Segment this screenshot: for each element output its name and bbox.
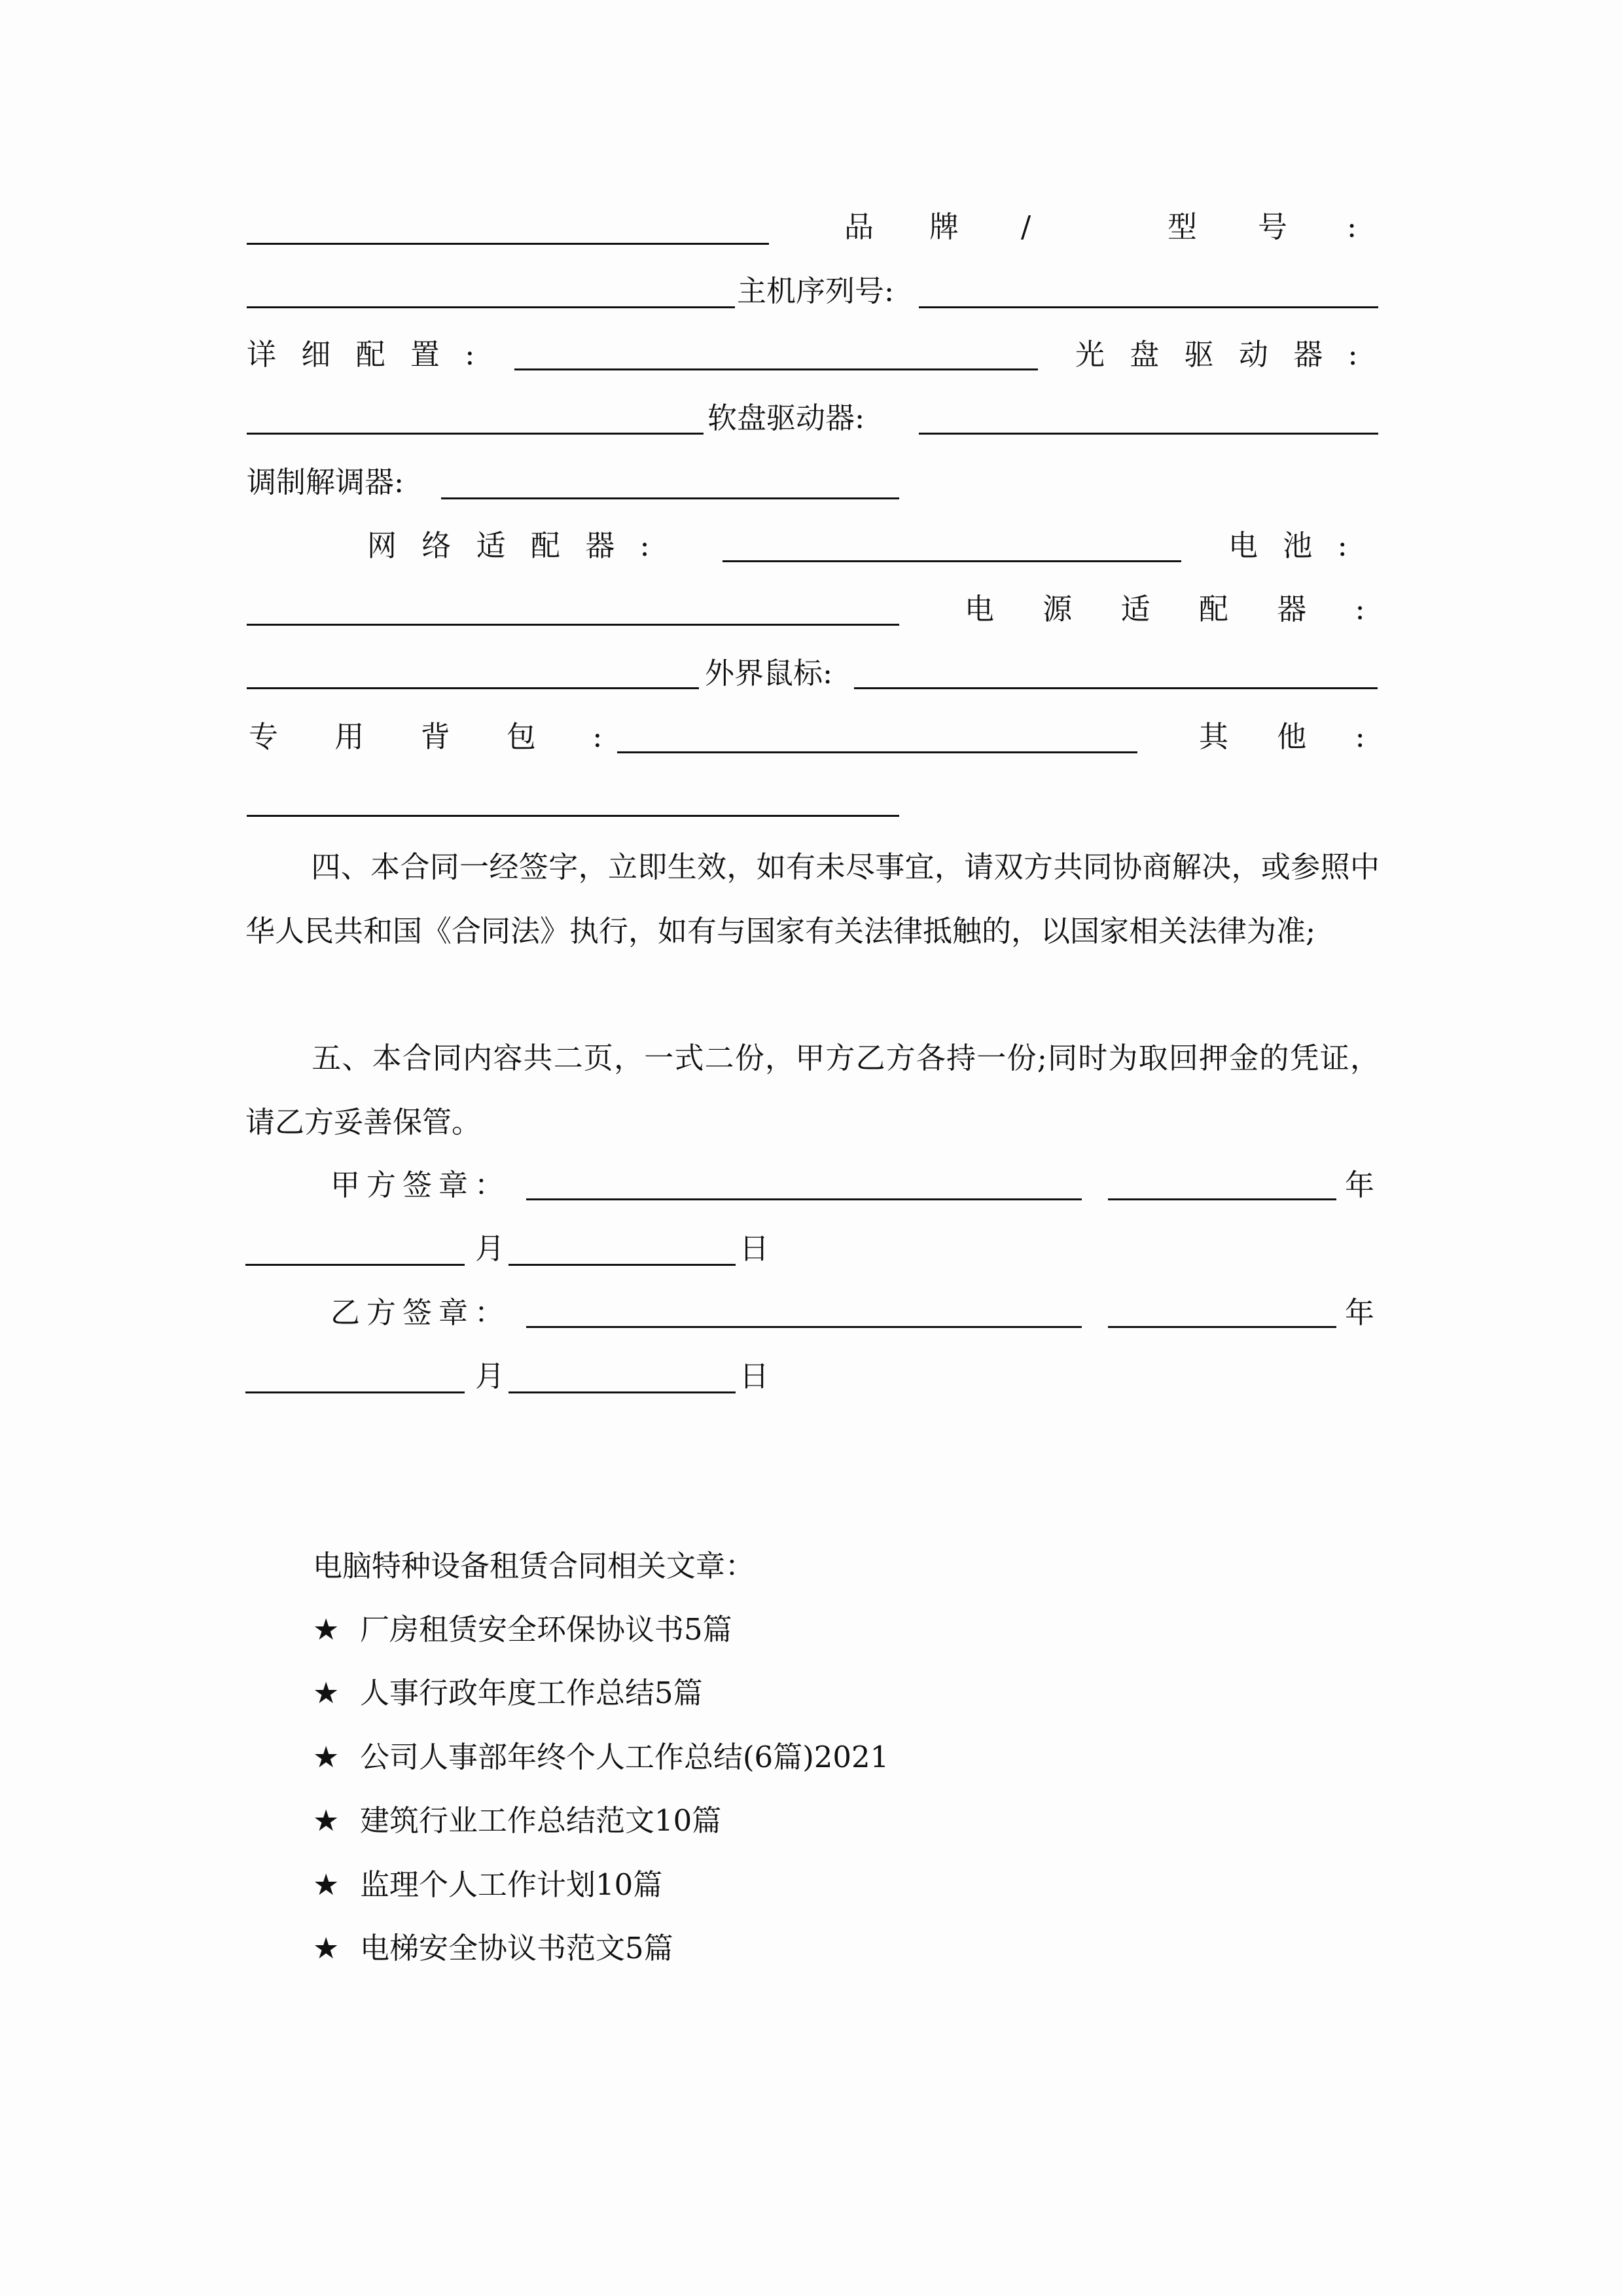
related-item-link[interactable]: 电梯安全协议书范文5篇	[360, 1931, 673, 1965]
party-a-signature-label: 甲方签章：	[330, 1168, 511, 1202]
floppy-drive-label: 软盘驱动器:	[707, 401, 865, 435]
optical-drive-field[interactable]	[247, 433, 704, 435]
optical-drive-label: 光 盘 驱 动 器 :	[1075, 337, 1366, 372]
party-b-month-field[interactable]	[245, 1391, 465, 1393]
star-icon: ★	[313, 1612, 340, 1647]
star-icon: ★	[313, 1803, 340, 1838]
star-icon: ★	[313, 1867, 340, 1902]
party-a-year-label: 年	[1345, 1168, 1375, 1202]
other-label: 其 他 :	[1199, 719, 1385, 754]
backpack-label: 专 用 背 包 :	[249, 719, 626, 754]
clause-5	[245, 1026, 1380, 1154]
serial-field[interactable]	[919, 306, 1378, 308]
related-item[interactable]	[313, 1804, 721, 1837]
related-item[interactable]	[313, 1869, 662, 1901]
clause-4	[245, 835, 1380, 963]
party-b-day-label: 日	[740, 1359, 770, 1393]
model-char: 型	[1168, 209, 1198, 244]
party-b-year-label: 年	[1345, 1295, 1375, 1330]
related-item-link[interactable]: 厂房租赁安全环保协议书5篇	[360, 1612, 732, 1647]
detail-config-field[interactable]	[514, 368, 1038, 370]
party-b-year-field[interactable]	[1108, 1326, 1336, 1328]
model-colon: :	[1347, 209, 1357, 244]
detail-config-label: 详 细 配 置 :	[247, 337, 483, 372]
related-item-link[interactable]: 监理个人工作计划10篇	[360, 1867, 663, 1902]
related-item-link[interactable]: 人事行政年度工作总结5篇	[360, 1676, 703, 1710]
star-icon: ★	[313, 1931, 340, 1965]
party-a-day-label: 日	[740, 1231, 770, 1266]
network-adapter-field[interactable]	[722, 560, 1181, 562]
related-item-link[interactable]: 公司人事部年终个人工作总结(6篇)2021	[360, 1740, 889, 1774]
network-adapter-label: 网 络 适 配 器 :	[367, 528, 658, 563]
clause-4-text: 四、本合同一经签字，立即生效，如有未尽事宜，请双方共同协商解决，或参照中华人民共和国《合同法》执行，如有与国家有关法律抵触的，以国家相关法律为准;	[245, 850, 1380, 948]
star-icon: ★	[313, 1676, 340, 1710]
party-b-day-field[interactable]	[508, 1391, 736, 1393]
battery-label: 电 池 :	[1228, 528, 1355, 563]
backpack-field[interactable]	[617, 751, 1137, 753]
brand-char: 品	[844, 209, 874, 244]
floppy-drive-field[interactable]	[919, 433, 1378, 435]
power-adapter-label: 电 源 适 配 器 :	[965, 592, 1385, 626]
related-item[interactable]	[313, 1677, 703, 1710]
modem-field[interactable]	[441, 497, 899, 499]
serial-label: 主机序列号:	[737, 274, 895, 308]
battery-field[interactable]	[247, 624, 899, 626]
party-a-month-label: 月	[475, 1231, 505, 1266]
blank-line[interactable]	[247, 243, 769, 245]
mouse-field[interactable]	[854, 687, 1378, 689]
star-icon: ★	[313, 1740, 340, 1774]
modem-label: 调制解调器:	[247, 465, 404, 499]
power-adapter-field[interactable]	[247, 687, 699, 689]
related-item-link[interactable]: 建筑行业工作总结范文10篇	[360, 1803, 722, 1838]
related-heading: 电脑特种设备租赁合同相关文章：	[313, 1549, 755, 1583]
brand-char: /	[1021, 209, 1031, 244]
mouse-label: 外界鼠标:	[705, 656, 833, 691]
party-a-signature-field[interactable]	[526, 1198, 1082, 1200]
clause-5-text: 五、本合同内容共二页，一式二份，甲方乙方各持一份;同时为取回押金的凭证，请乙方妥善保管。	[245, 1041, 1380, 1139]
model-char: 号	[1258, 209, 1288, 244]
party-a-month-field[interactable]	[245, 1264, 465, 1266]
brand-char: 牌	[929, 209, 959, 244]
blank-line[interactable]	[247, 306, 735, 308]
related-item[interactable]	[313, 1613, 732, 1646]
party-a-day-field[interactable]	[508, 1264, 736, 1266]
related-item[interactable]	[313, 1932, 673, 1965]
party-b-signature-label: 乙方签章：	[330, 1295, 511, 1330]
party-a-year-field[interactable]	[1108, 1198, 1336, 1200]
party-b-signature-field[interactable]	[526, 1326, 1082, 1328]
other-field[interactable]	[247, 815, 899, 817]
party-b-month-label: 月	[475, 1359, 505, 1393]
related-item[interactable]	[313, 1741, 889, 1774]
